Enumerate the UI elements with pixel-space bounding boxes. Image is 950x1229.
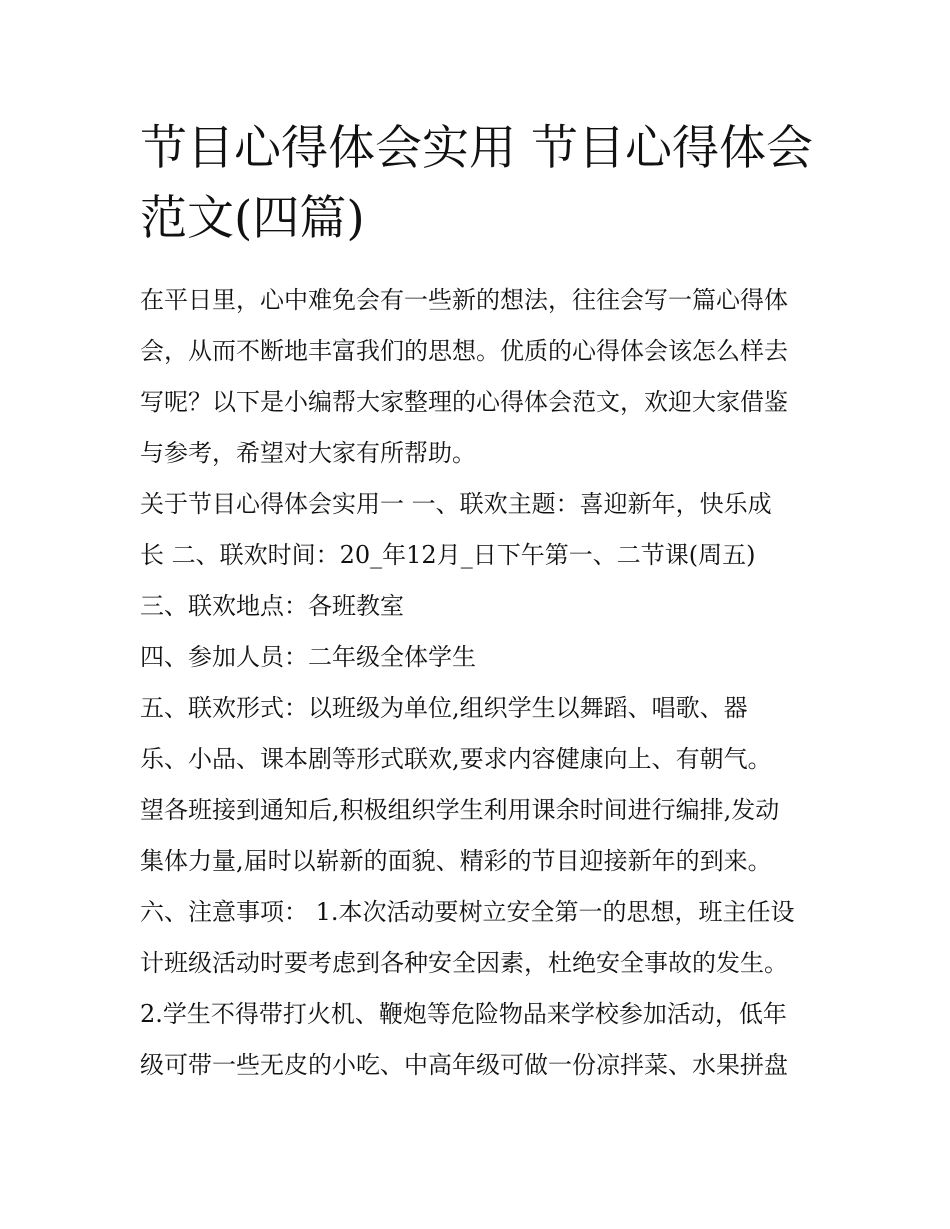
body-line: 级可带一些无皮的小吃、中高年级可做一份凉拌菜、水果拼盘: [140, 1051, 788, 1079]
body-line: 在平日里，心中难免会有一些新的想法，往往会写一篇心得体: [140, 286, 788, 314]
body-line: 望各班接到通知后,积极组织学生利用课余时间进行编排,发动: [140, 796, 780, 824]
body-line: 四、参加人员：二年级全体学生: [140, 643, 476, 671]
body-line: 计班级活动时要考虑到各种安全因素，杜绝安全事故的发生。: [140, 949, 788, 977]
body-line: 2.学生不得带打火机、鞭炮等危险物品来学校参加活动，低年: [140, 1000, 787, 1028]
body-line: 与参考，希望对大家有所帮助。: [140, 439, 476, 467]
body-line: 六、注意事项： 1.本次活动要树立安全第一的思想，班主任设: [140, 898, 795, 926]
body-line: 三、联欢地点：各班教室: [140, 592, 404, 620]
body-line: 集体力量,届时以崭新的面貌、精彩的节目迎接新年的到来。: [140, 847, 772, 875]
body-line: 乐、小品、课本剧等形式联欢,要求内容健康向上、有朝气。: [140, 745, 772, 773]
body-line: 会，从而不断地丰富我们的思想。优质的心得体会该怎么样去: [140, 337, 788, 365]
body-line: 五、联欢形式：以班级为单位,组织学生以舞蹈、唱歌、器: [140, 694, 748, 722]
body-line: 写呢？以下是小编帮大家整理的心得体会范文，欢迎大家借鉴: [140, 388, 788, 416]
body-line: 长 二、联欢时间：20_年12月_日下午第一、二节课(周五): [140, 541, 756, 569]
body-line: 关于节目心得体会实用一 一、联欢主题：喜迎新年，快乐成: [140, 490, 772, 518]
document-title: 节目心得体会实用 节目心得体会范文(四篇): [140, 121, 813, 246]
